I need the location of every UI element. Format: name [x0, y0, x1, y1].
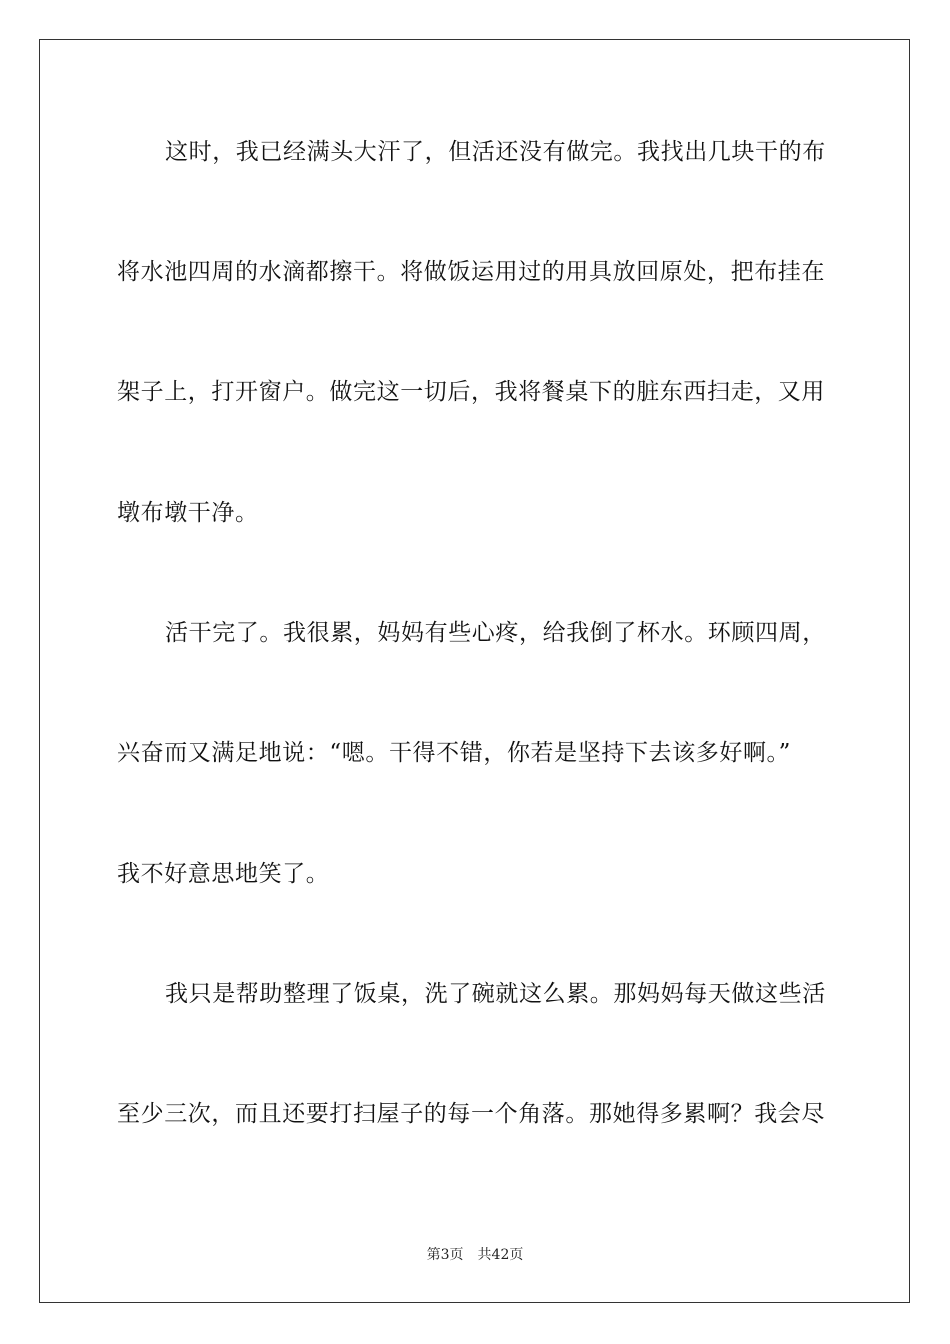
paragraph-1-line-3: 架子上，打开窗户。做完这一切后，我将餐桌下的脏东西扫走，又用	[117, 379, 825, 405]
paragraph-3-line-2: 至少三次，而且还要打扫屋子的每一个角落。那她得多累啊？我会尽	[117, 1101, 825, 1127]
page-footer	[0, 1246, 950, 1264]
page-number: 第3页	[426, 1247, 464, 1263]
paragraph-1-line-2: 将水池四周的水滴都擦干。将做饭运用过的用具放回原处，把布挂在	[117, 259, 825, 285]
page-total: 共42页	[477, 1247, 524, 1263]
paragraph-3-line-1: 我只是帮助整理了饭桌，洗了碗就这么累。那妈妈每天做这些活	[165, 981, 826, 1007]
paragraph-2-line-2: 兴奋而又满足地说：“嗯。干得不错，你若是坚持下去该多好啊。”	[117, 740, 792, 766]
paragraph-1-line-4: 墩布墩干净。	[117, 500, 259, 526]
paragraph-2-line-3: 我不好意思地笑了。	[117, 861, 330, 887]
paragraph-1-line-1: 这时，我已经满头大汗了，但活还没有做完。我找出几块干的布	[165, 139, 826, 165]
paragraph-2-line-1: 活干完了。我很累，妈妈有些心疼，给我倒了杯水。环顾四周，	[165, 620, 826, 646]
